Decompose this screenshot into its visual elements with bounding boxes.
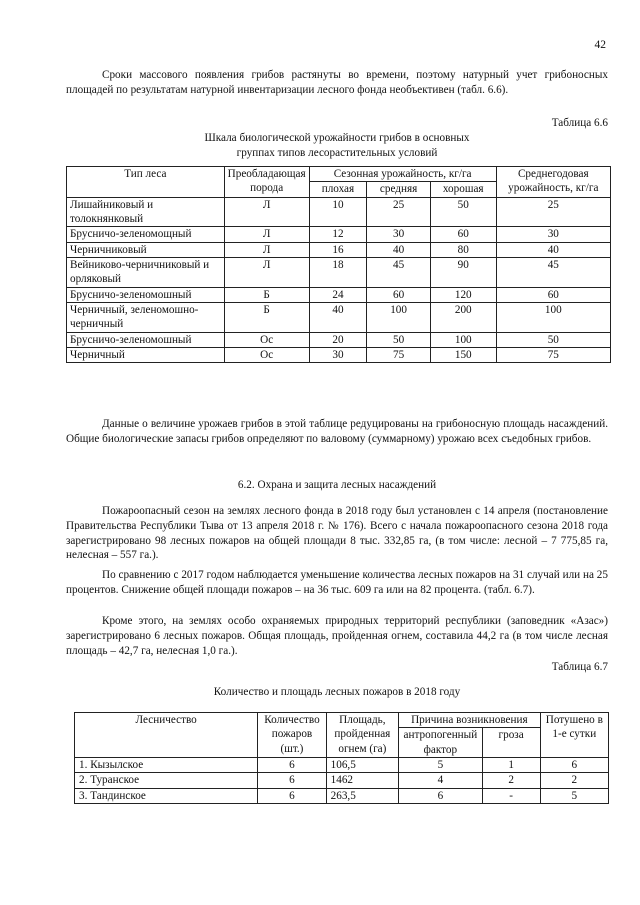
header-fire-count: Количество пожаров (шт.) [258, 713, 326, 758]
table-cell: 6 [399, 788, 483, 803]
table-cell: 50 [430, 197, 496, 227]
table-cell: 120 [430, 287, 496, 302]
intro-paragraph: Сроки массового появления грибов растянуты во времени, поэтому натурный учет грибоносных площадей по результатам натурной инвентаризации лесного фонда необъективен (табл. 6.6). [66, 69, 608, 96]
table-cell: 75 [496, 347, 610, 362]
table-cell: 50 [496, 332, 610, 347]
table-cell: 18 [309, 257, 367, 287]
table-cell: 6 [258, 773, 326, 788]
table-cell: 4 [399, 773, 483, 788]
table-cell: 30 [367, 227, 431, 242]
table-cell: Черничный [67, 347, 225, 362]
table-cell: Л [224, 242, 309, 257]
table-row [75, 773, 609, 788]
table-cell: 16 [309, 242, 367, 257]
table-row [67, 302, 611, 332]
table-6-6 [66, 166, 611, 363]
table-cell: Л [224, 257, 309, 287]
table-row [67, 332, 611, 347]
table-6-6-caption-line2: группах типов лесорастительных условий [236, 147, 438, 159]
header-cause: Причина возникновения [399, 713, 540, 728]
table-cell: Ос [224, 332, 309, 347]
table-cell: 24 [309, 287, 367, 302]
table-cell: 30 [309, 347, 367, 362]
table-cell: 12 [309, 227, 367, 242]
table-cell: 6 [540, 757, 608, 772]
table-cell: 1462 [326, 773, 398, 788]
table-cell: Л [224, 197, 309, 227]
table-cell: 40 [496, 242, 610, 257]
header-medium: средняя [367, 182, 431, 197]
fire-season-paragraph: Пожароопасный сезон на землях лесного фонда в 2018 году был установлен с 14 апреля (постановление Правительства Республики Тыва от 13 апреля 2018 г. № 176). Всего с начала пожароопасного сезона 2018 года зарегистрировано 98 лесных пожаров на общей площади 8 тыс. 332,85 га, (в том числе: лесной – 7 775,85 га, нелесная – 557 га.). [66, 505, 608, 562]
header-burned-area: Площадь, пройденная огнем (га) [326, 713, 398, 758]
table-row [67, 287, 611, 302]
table-cell: Вейниково-черничниковый и орляковый [67, 257, 225, 287]
table-row [75, 757, 609, 772]
table-row [67, 197, 611, 227]
table-cell: Черничный, зеленомошно-черничный [67, 302, 225, 332]
table-6-7 [74, 712, 609, 804]
table-cell: 100 [367, 302, 431, 332]
table-row [67, 257, 611, 287]
header-average-yield: Среднегодовая урожайность, кг/га [496, 167, 610, 198]
table-6-6-label: Таблица 6.6 [551, 117, 608, 129]
table-cell: 10 [309, 197, 367, 227]
header-forestry: Лесничество [75, 713, 258, 758]
table-cell: 60 [430, 227, 496, 242]
page-number: 42 [594, 39, 606, 51]
table-row [67, 227, 611, 242]
section-title: 6.2. Охрана и защита лесных насаждений [237, 479, 437, 491]
table-cell: 50 [367, 332, 431, 347]
table-cell: 5 [540, 788, 608, 803]
table-cell: Б [224, 287, 309, 302]
header-dominant-species: Преобладающая порода [224, 167, 309, 198]
table-cell: 1. Кызылское [75, 757, 258, 772]
note-paragraph: Данные о величине урожаев грибов в этой таблице редуцированы на грибоносную площадь насаждений. Общие биологические запасы грибов определяют по валовому (суммарному) урожаю всех съедобных грибов. [66, 418, 608, 445]
table-cell: 2 [482, 773, 540, 788]
table-6-7-caption: Количество и площадь лесных пожаров в 2018 году [213, 686, 461, 698]
table-cell: 1 [482, 757, 540, 772]
table-cell: Брусничо-зеленомощный [67, 227, 225, 242]
table-cell: 200 [430, 302, 496, 332]
table-6-7-label: Таблица 6.7 [551, 661, 608, 673]
table-cell: 30 [496, 227, 610, 242]
table-cell: 90 [430, 257, 496, 287]
table-cell: 80 [430, 242, 496, 257]
table-cell: Б [224, 302, 309, 332]
table-row [67, 347, 611, 362]
table-6-6-caption-line1: Шкала биологической урожайности грибов в основных [204, 132, 470, 144]
header-forest-type: Тип леса [67, 167, 225, 198]
table-cell: 6 [258, 788, 326, 803]
header-good: хорошая [430, 182, 496, 197]
table-cell: 100 [430, 332, 496, 347]
table-cell: 5 [399, 757, 483, 772]
protected-areas-paragraph: Кроме этого, на землях особо охраняемых природных территорий республики (заповедник «Азас») зарегистрировано 6 лесных пожаров. Общая площадь, пройденная огнем, составила 44,2 га (в том числе лесная площадь – 42,7 га, нелесная 1,0 га.). [66, 615, 608, 657]
table-cell: 25 [496, 197, 610, 227]
table-6-7-body [75, 757, 609, 803]
table-cell: 2 [540, 773, 608, 788]
table-cell: 20 [309, 332, 367, 347]
table-cell: 100 [496, 302, 610, 332]
table-cell: 6 [258, 757, 326, 772]
table-cell: Лишайниковый и толокнянковый [67, 197, 225, 227]
table-6-6-body [67, 197, 611, 363]
table-cell: 60 [367, 287, 431, 302]
header-bad: плохая [309, 182, 367, 197]
table-cell: 75 [367, 347, 431, 362]
table-cell: - [482, 788, 540, 803]
table-cell: 40 [367, 242, 431, 257]
table-row [75, 788, 609, 803]
header-storm: гроза [482, 728, 540, 758]
table-cell: Ос [224, 347, 309, 362]
table-cell: 150 [430, 347, 496, 362]
table-cell: 106,5 [326, 757, 398, 772]
table-cell: 3. Тандинское [75, 788, 258, 803]
table-cell: 45 [496, 257, 610, 287]
table-cell: Л [224, 227, 309, 242]
table-cell: 263,5 [326, 788, 398, 803]
comparison-paragraph: По сравнению с 2017 годом наблюдается уменьшение количества лесных пожаров на 31 случай или на 25 процентов. Снижение общей площади пожаров – на 36 тыс. 609 га или на 82 процента. (табл. 6.7). [66, 569, 608, 596]
header-seasonal-yield: Сезонная урожайность, кг/га [309, 167, 496, 182]
table-row [67, 242, 611, 257]
table-cell: Брусничо-зеленомошный [67, 332, 225, 347]
table-cell: Брусничо-зеленомошный [67, 287, 225, 302]
table-cell: 40 [309, 302, 367, 332]
table-cell: Черничниковый [67, 242, 225, 257]
table-cell: 45 [367, 257, 431, 287]
header-anthropogenic: антропогенный фактор [399, 728, 483, 758]
table-cell: 25 [367, 197, 431, 227]
table-cell: 2. Туранское [75, 773, 258, 788]
header-extinguished: Потушено в 1-е сутки [540, 713, 608, 758]
table-cell: 60 [496, 287, 610, 302]
